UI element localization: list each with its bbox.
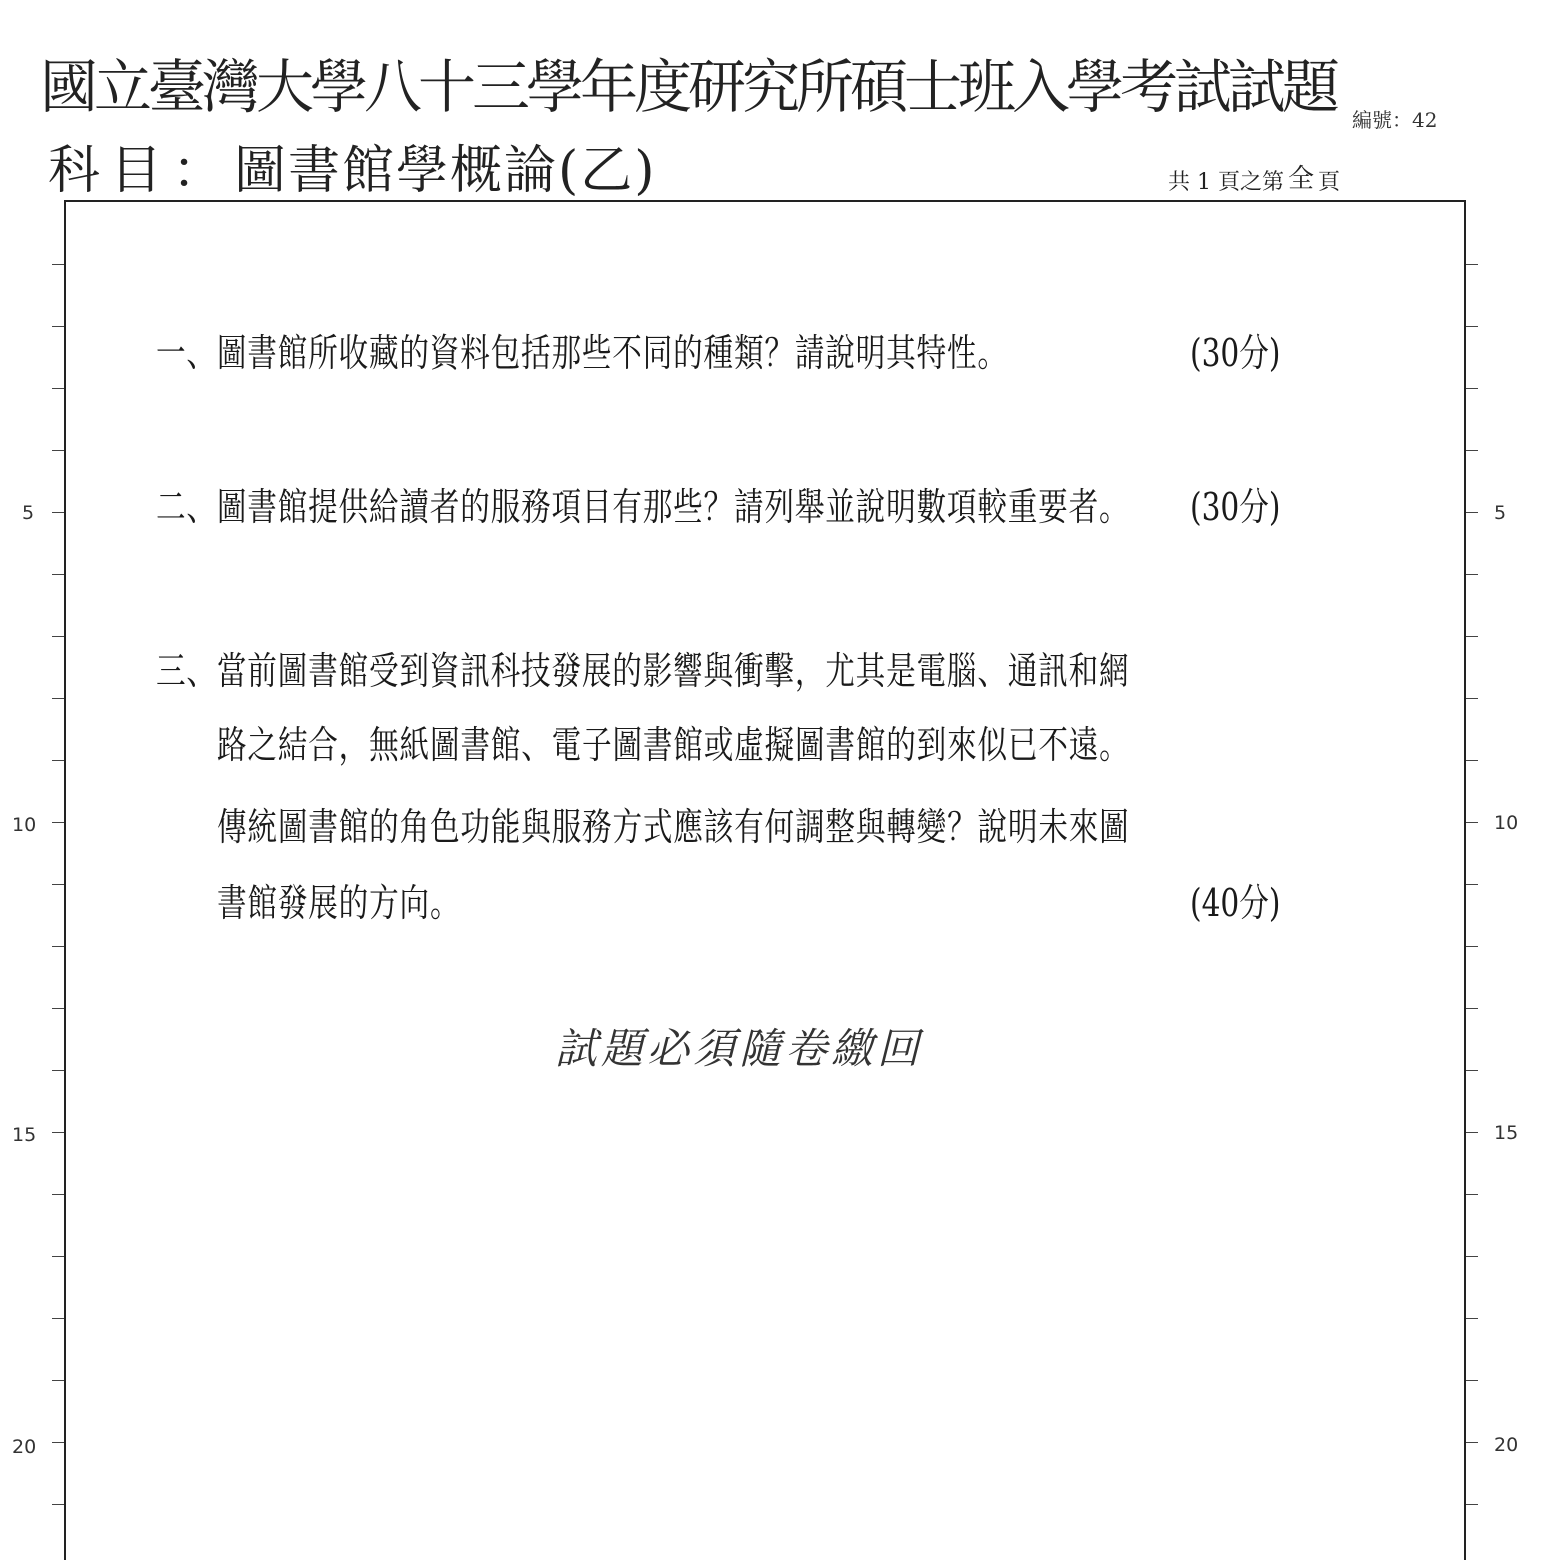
margin-tick xyxy=(52,822,64,823)
margin-tick xyxy=(52,1504,64,1505)
margin-tick xyxy=(52,1070,64,1071)
margin-tick xyxy=(52,326,64,327)
return-notice: 試題必須隨卷繳回 xyxy=(555,1024,924,1073)
question-1-score: (30分) xyxy=(1190,331,1281,375)
margin-tick xyxy=(1466,1256,1478,1257)
margin-tick xyxy=(1466,1070,1478,1071)
margin-tick xyxy=(52,1132,64,1133)
margin-tick xyxy=(52,1256,64,1257)
margin-tick xyxy=(1466,760,1478,761)
serial-number: 編號：42 xyxy=(1352,108,1438,132)
margin-tick xyxy=(52,512,64,513)
margin-tick xyxy=(52,1380,64,1381)
question-2: 二、圖書館提供給讀者的服務項目有那些？請列舉並說明數項較重要者。 xyxy=(156,485,1130,529)
page-count xyxy=(1168,160,1340,197)
line-number-right-20: 20 xyxy=(1494,1434,1519,1456)
question-3-line-4: 書館發展的方向。 xyxy=(217,881,461,925)
subject-name: 圖書館學概論(乙) xyxy=(234,141,657,201)
margin-tick xyxy=(1466,636,1478,637)
margin-tick xyxy=(1466,1194,1478,1195)
question-3-line-2: 路之結合，無紙圖書館、電子圖書館或虛擬圖書館的到來似已不遠。 xyxy=(217,723,1130,767)
page-count-prefix: 共 1 頁之第 xyxy=(1168,170,1284,195)
margin-tick xyxy=(1466,1380,1478,1381)
subject-line xyxy=(48,128,657,203)
line-number-left-15: 15 xyxy=(12,1124,37,1146)
margin-tick xyxy=(52,1194,64,1195)
margin-tick xyxy=(52,1442,64,1443)
margin-tick xyxy=(1466,512,1478,513)
margin-tick xyxy=(1466,388,1478,389)
margin-tick xyxy=(1466,326,1478,327)
line-number-right-5: 5 xyxy=(1494,502,1507,524)
margin-tick xyxy=(52,698,64,699)
question-2-score: (30分) xyxy=(1190,485,1281,529)
margin-tick xyxy=(1466,884,1478,885)
margin-tick xyxy=(52,636,64,637)
question-3-line-1: 三、當前圖書館受到資訊科技發展的影響與衝擊，尤其是電腦、通訊和網 xyxy=(156,649,1130,693)
margin-tick xyxy=(1466,822,1478,823)
line-number-left-5: 5 xyxy=(22,502,35,524)
margin-tick xyxy=(1466,946,1478,947)
margin-tick xyxy=(52,884,64,885)
margin-tick xyxy=(52,1318,64,1319)
margin-tick xyxy=(1466,1442,1478,1443)
margin-tick xyxy=(1466,264,1478,265)
exam-title: 國立臺灣大學八十三學年度研究所碩士班入學考試試題 xyxy=(40,53,1337,121)
margin-tick xyxy=(52,760,64,761)
question-1: 一、圖書館所收藏的資料包括那些不同的種類？請說明其特性。 xyxy=(156,331,1008,375)
margin-tick xyxy=(1466,1504,1478,1505)
margin-tick xyxy=(52,450,64,451)
subject-label: 科目： xyxy=(48,141,235,201)
margin-tick xyxy=(1466,1132,1478,1133)
margin-tick xyxy=(1466,1008,1478,1009)
margin-tick xyxy=(1466,574,1478,575)
page-number: 全 xyxy=(1287,164,1314,194)
margin-tick xyxy=(1466,450,1478,451)
line-number-right-10: 10 xyxy=(1494,812,1519,834)
margin-tick xyxy=(1466,698,1478,699)
line-number-right-15: 15 xyxy=(1494,1122,1519,1144)
margin-tick xyxy=(1466,1318,1478,1319)
margin-tick xyxy=(52,264,64,265)
question-3-score: (40分) xyxy=(1190,881,1281,925)
margin-tick xyxy=(52,574,64,575)
page-count-suffix: 頁 xyxy=(1318,170,1341,195)
question-3-line-3: 傳統圖書館的角色功能與服務方式應該有何調整與轉變？說明未來圖 xyxy=(217,805,1130,849)
margin-tick xyxy=(52,388,64,389)
line-number-left-10: 10 xyxy=(12,814,37,836)
margin-tick xyxy=(52,1008,64,1009)
line-number-left-20: 20 xyxy=(12,1436,37,1458)
margin-tick xyxy=(52,946,64,947)
